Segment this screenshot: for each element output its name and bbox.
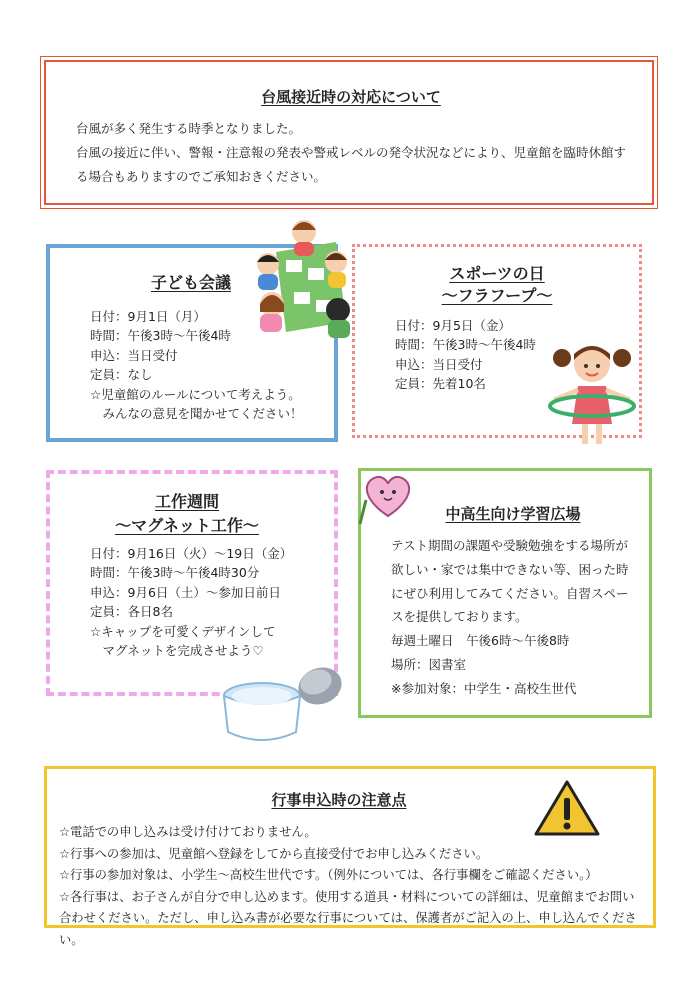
craft-title-line-1: 工作週間 — [154, 492, 219, 511]
notes-line-2: ☆行事への参加は、児童館へ登録をしてから直接受付でお申し込みください。 — [59, 846, 489, 861]
sports-title — [395, 263, 629, 308]
typhoon-line-2: 台風の接近に伴い、警報・注意報の発表や警戒レベルの発令状況などにより、児童館を臨時休館する場合もありますのでご承知おきください。 — [76, 144, 627, 184]
kids-meeting-capacity: 定員：なし — [90, 367, 153, 383]
notes-line-1: ☆電話での申し込みは受け付けておりません。 — [59, 825, 317, 839]
hula-hoop-girl-illustration — [546, 340, 638, 450]
notes-title: 行事申込時の注意点 — [271, 791, 407, 809]
typhoon-line-1: 台風が多く発生する時季となりました。 — [76, 121, 302, 136]
craft-capacity: 定員：各日8名 — [90, 604, 173, 620]
kids-meeting-time: 時間：午後3時～午後4時 — [90, 328, 231, 344]
kids-meeting-title: 子ども会議 — [150, 273, 231, 292]
study-title: 中高生向け学習広場 — [445, 505, 581, 523]
notes-line-4: ☆各行事は、お子さんが自分で申し込めます。使用する道具・材料についての詳細は、児童館までお問い合わせください。ただし、申し込み書が必要な行事については、保護者がご記入の上、申し込んでください。 — [59, 889, 637, 947]
sports-apply: 申込：当日受付 — [395, 356, 483, 372]
sports-time: 時間：午後3時～午後4時 — [395, 337, 536, 353]
craft-title-line-2: ～マグネット工作～ — [115, 516, 259, 535]
study-target: ※参加対象：中学生・高校生世代 — [391, 680, 577, 696]
kids-meeting-note-2: みんなの意見を聞かせてください！ — [90, 405, 303, 421]
craft-note-2: マグネットを完成させよう♡ — [90, 642, 264, 658]
kids-meeting-date: 日付：9月1日（月） — [90, 309, 206, 324]
typhoon-notice-box — [44, 60, 654, 205]
craft-time: 時間：午後3時～午後4時30分 — [90, 565, 260, 581]
typhoon-title: 台風接近時の対応について — [261, 88, 441, 106]
sports-capacity: 定員：先着10名 — [395, 375, 486, 391]
craft-apply: 申込：9月6日（土）～参加日前日 — [90, 584, 281, 600]
heart-pencil-illustration — [358, 470, 418, 526]
kids-meeting-apply: 申込：当日受付 — [90, 347, 178, 363]
study-schedule: 毎週土曜日 午後6時～午後8時 — [391, 633, 570, 648]
kids-meeting-illustration — [246, 212, 356, 342]
sports-title-line-2: ～フラフープ～ — [441, 286, 553, 306]
kids-meeting-note-1: ☆児童館のルールについて考えよう。 — [90, 386, 301, 402]
bottle-cap-illustration — [218, 656, 348, 752]
craft-date: 日付：9月16日（火）～19日（金） — [90, 546, 293, 561]
craft-note-1: ☆キャップを可愛くデザインして — [90, 623, 276, 639]
study-description: テスト期間の課題や受験勉強をする場所が欲しい・家では集中できない等、困った時にぜひ利用してみてください。自習スペースを提供しております。 — [391, 538, 629, 625]
study-place: 場所：図書室 — [391, 656, 467, 672]
craft-title — [90, 490, 324, 538]
warning-icon — [532, 778, 602, 838]
notes-line-3: ☆行事の参加対象は、小学生～高校生世代です。（例外については、各行事欄をご確認ください。） — [59, 868, 598, 883]
sports-title-line-1: スポーツの日 — [449, 264, 545, 283]
sports-date: 日付：9月5日（金） — [395, 317, 511, 333]
